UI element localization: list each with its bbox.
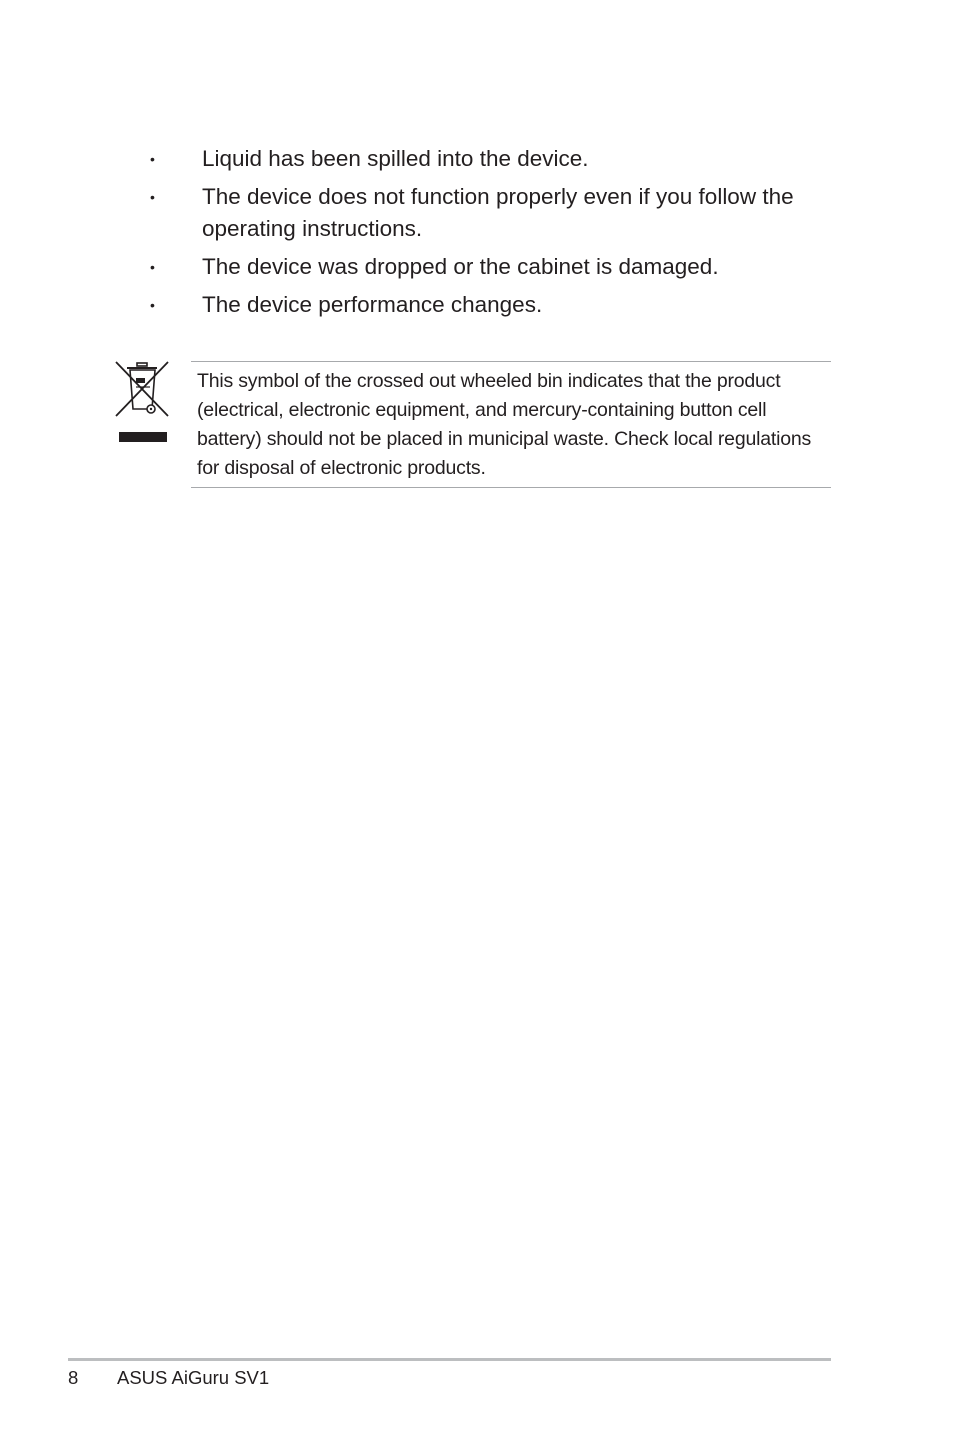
bullet-text: The device was dropped or the cabinet is damaged. xyxy=(202,254,719,279)
page-number: 8 xyxy=(68,1367,79,1388)
bullet-text: The device performance changes. xyxy=(202,292,543,317)
bullet-marker: • xyxy=(150,297,155,313)
disposal-notice-text: This symbol of the crossed out wheeled bin indicates that the product (electrical, electronic equipment, and mercury-containing button cell battery) should not be placed in municipal waste. Check local regulations for disposal of electronic products. xyxy=(197,370,812,479)
footer-divider xyxy=(68,1358,831,1361)
bullet-marker: • xyxy=(150,189,155,205)
bullet-marker: • xyxy=(150,259,155,275)
bullet-text: Liquid has been spilled into the device. xyxy=(202,146,589,171)
crossed-out-wheeled-bin-icon xyxy=(113,359,171,445)
bullet-marker: • xyxy=(150,151,155,167)
footer-title: ASUS AiGuru SV1 xyxy=(117,1367,270,1388)
disposal-notice xyxy=(191,361,831,488)
bullet-text: The device does not function properly even if you follow the operating instructions. xyxy=(202,184,794,241)
